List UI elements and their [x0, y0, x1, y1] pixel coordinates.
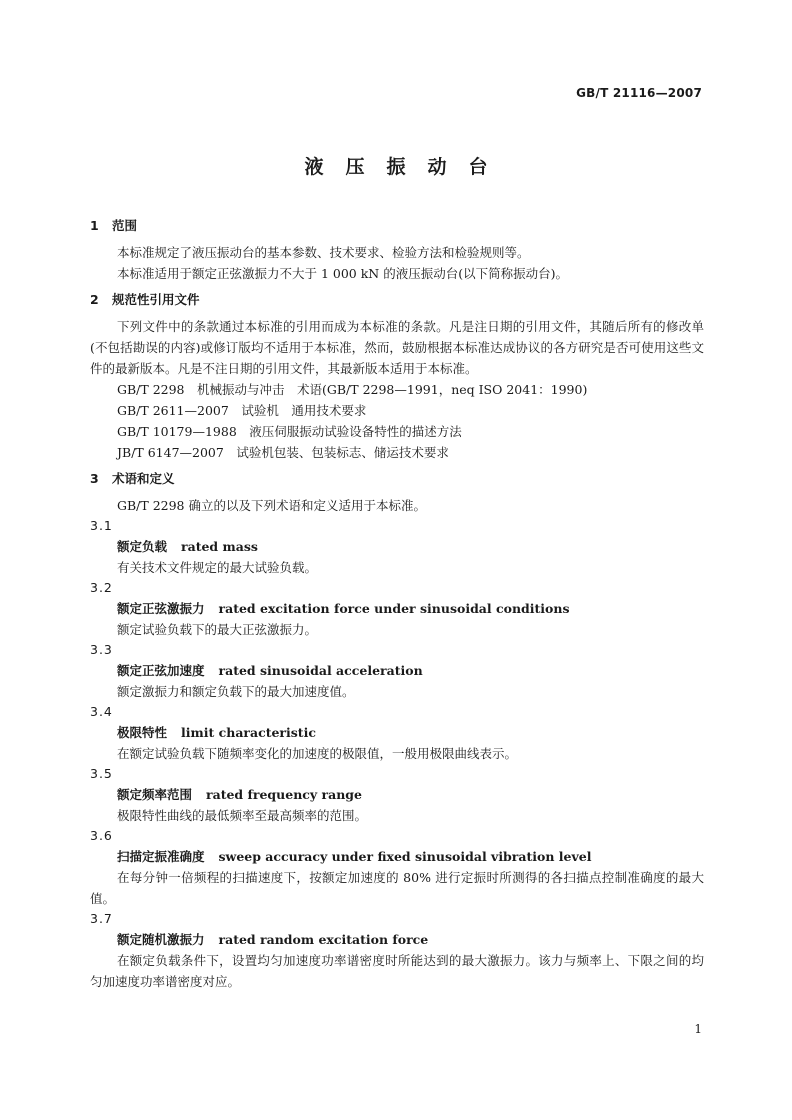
term-entry — [90, 598, 704, 619]
terms-intro-paragraph: GB/T 2298 确立的以及下列术语和定义适用于本标准。 — [117, 498, 426, 513]
clause-number: 3.6 — [90, 828, 113, 843]
term-en: limit characteristic — [181, 725, 316, 740]
section-number: 1 — [90, 218, 99, 233]
reference-item: JB/T 6147—2007 试验机包装、包装标志、储运技术要求 — [117, 445, 449, 460]
section-heading-refs — [90, 290, 704, 310]
clause-number: 3.7 — [90, 911, 113, 926]
term-en: sweep accuracy under fixed sinusoidal vibration level — [218, 849, 592, 864]
section-heading-terms — [90, 469, 704, 489]
term-zh: 额定随机激振力 — [117, 932, 205, 947]
clause-number: 3.3 — [90, 642, 113, 657]
clause-number: 3.2 — [90, 580, 113, 595]
document-body — [90, 216, 704, 992]
term-entry — [90, 722, 704, 743]
term-definition: 在额定负载条件下，设置均匀加速度功率谱密度时所能达到的最大激振力。该力与频率上、下限之间的均匀加速度功率谱密度对应。 — [90, 953, 704, 989]
term-definition: 有关技术文件规定的最大试验负载。 — [117, 560, 318, 575]
reference-item: GB/T 2298 机械振动与冲击 术语(GB/T 2298—1991，neq ISO 2041：1990) — [117, 382, 588, 397]
clause-number: 3.5 — [90, 766, 113, 781]
section-number: 3 — [90, 471, 99, 486]
standard-code: GB/T 21116—2007 — [576, 86, 702, 100]
term-definition: 在额定试验负载下随频率变化的加速度的极限值，一般用极限曲线表示。 — [117, 746, 518, 761]
page-number: 1 — [694, 1022, 702, 1036]
term-zh: 额定正弦激振力 — [117, 601, 205, 616]
scope-paragraph-2: 本标准适用于额定正弦激振力不大于 1 000 kN 的液压振动台(以下简称振动台)。 — [117, 266, 568, 281]
term-entry — [90, 536, 704, 557]
term-zh: 极限特性 — [117, 725, 168, 740]
section-title: 规范性引用文件 — [112, 292, 200, 307]
term-entry — [90, 784, 704, 805]
section-title: 术语和定义 — [112, 471, 175, 486]
clause-number: 3.1 — [90, 518, 113, 533]
term-en: rated frequency range — [206, 787, 362, 802]
term-entry — [90, 660, 704, 681]
reference-item: GB/T 2611—2007 试验机 通用技术要求 — [117, 403, 367, 418]
term-zh: 额定正弦加速度 — [117, 663, 205, 678]
scope-paragraph-1: 本标准规定了液压振动台的基本参数、技术要求、检验方法和检验规则等。 — [117, 245, 530, 260]
term-en: rated sinusoidal acceleration — [218, 663, 423, 678]
section-heading-scope — [90, 216, 704, 236]
term-en: rated excitation force under sinusoidal conditions — [218, 601, 570, 616]
term-zh: 额定负载 — [117, 539, 168, 554]
document-title: 液压振动台 — [304, 156, 510, 178]
section-number: 2 — [90, 292, 99, 307]
term-en: rated random excitation force — [218, 932, 429, 947]
term-entry — [90, 929, 704, 950]
term-zh: 扫描定振准确度 — [117, 849, 205, 864]
term-definition: 额定试验负载下的最大正弦激振力。 — [117, 622, 318, 637]
term-zh: 额定频率范围 — [117, 787, 193, 802]
term-definition: 极限特性曲线的最低频率至最高频率的范围。 — [117, 808, 368, 823]
section-title: 范围 — [112, 218, 138, 233]
term-entry — [90, 846, 704, 867]
term-definition: 在每分钟一倍频程的扫描速度下，按额定加速度的 80% 进行定振时所测得的各扫描点控制准确度的最大值。 — [90, 870, 704, 906]
term-definition: 额定激振力和额定负载下的最大加速度值。 — [117, 684, 355, 699]
refs-intro-paragraph: 下列文件中的条款通过本标准的引用而成为本标准的条款。凡是注日期的引用文件，其随后所有的修改单(不包括勘误的内容)或修订版均不适用于本标准，然而，鼓励根据本标准达成协议的各方研究是否可使用这些文件的最新版本。凡是不注日期的引用文件，其最新版本适用于本标准。 — [90, 319, 704, 376]
term-en: rated mass — [181, 539, 258, 554]
clause-number: 3.4 — [90, 704, 113, 719]
reference-item: GB/T 10179—1988 液压伺服振动试验设备特性的描述方法 — [117, 424, 462, 439]
